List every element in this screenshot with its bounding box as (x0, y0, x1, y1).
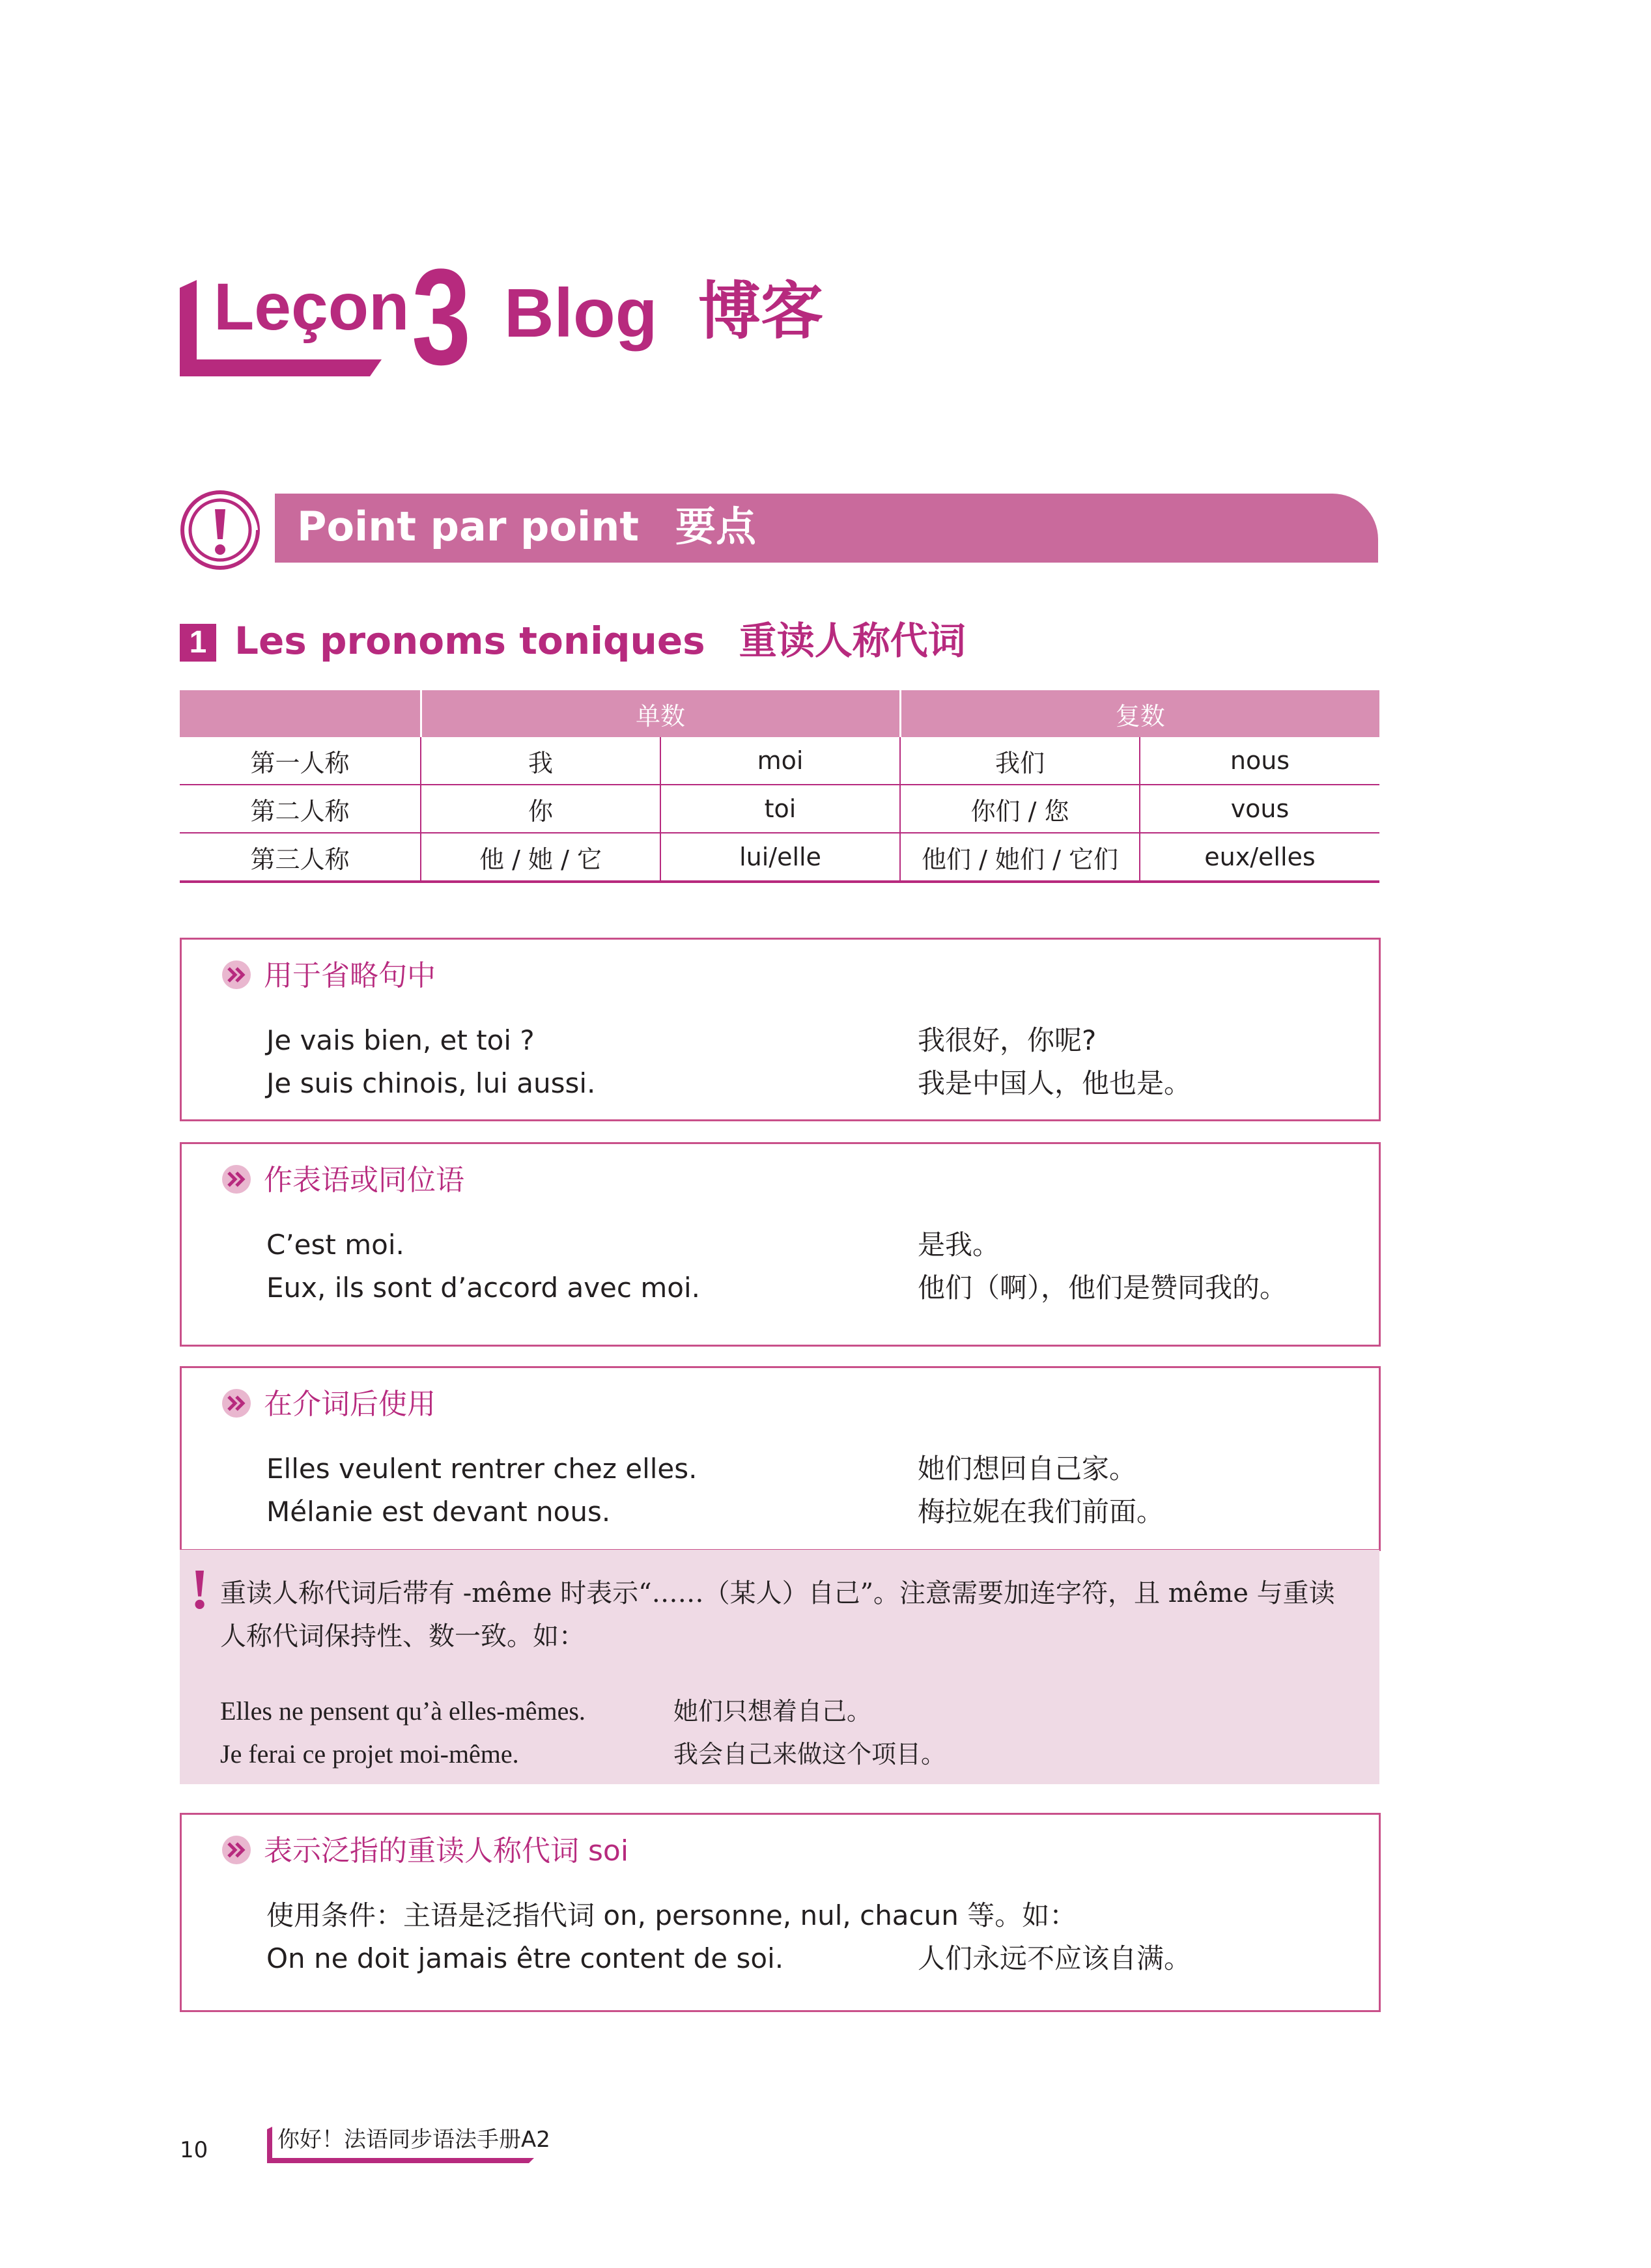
exclamation-icon: ! (190, 1558, 210, 1621)
example-fr: Je vais bien, et toi ? (266, 1024, 535, 1056)
note-example-cn: 我会自己来做这个项目。 (673, 1740, 946, 1769)
example-fr: On ne doit jamais être content de soi. (266, 1942, 784, 1974)
example-cn: 他们（啊），他们是赞同我的。 (918, 1272, 1288, 1304)
box-heading: 用于省略句中 (221, 959, 436, 994)
double-chevron-icon (221, 1164, 252, 1195)
page-number: 10 (180, 2137, 208, 2163)
example-cn: 是我。 (918, 1229, 1000, 1261)
example-cn: 她们想回自己家。 (918, 1453, 1137, 1485)
lesson-label: Leçon (214, 270, 410, 344)
example-fr: C’est moi. (266, 1229, 404, 1261)
table-header-cell: 复数 (900, 690, 1379, 737)
double-chevron-icon (221, 1388, 252, 1419)
table-header-cell (180, 690, 421, 737)
example-fr: Mélanie est devant nous. (266, 1496, 611, 1528)
table-cell: nous (1140, 737, 1379, 785)
box-intro: 使用条件：主语是泛指代词 on, personne, nul, chacun 等。如： (266, 1899, 1077, 1931)
table-cell: 他们 / 她们 / 它们 (900, 833, 1140, 882)
pronoun-table (180, 690, 1379, 883)
lesson-number: 3 (412, 240, 472, 393)
lesson-title-cn: 博客 (698, 275, 823, 348)
double-chevron-icon (221, 959, 252, 990)
example-cn: 我很好，你呢? (918, 1024, 1097, 1056)
note-example-fr: Elles ne pensent qu’à elles-mêmes. (220, 1696, 586, 1726)
usage-box-ellipsis (180, 938, 1381, 1121)
subsection-number: 1 (180, 624, 216, 662)
lesson-title-fr: Blog (504, 275, 658, 352)
table-cell: moi (660, 737, 900, 785)
table-cell: 第二人称 (180, 785, 421, 833)
table-header-cell: 单数 (421, 690, 900, 737)
box-heading: 在介词后使用 (221, 1388, 436, 1422)
example-fr: Eux, ils sont d’accord avec moi. (266, 1272, 700, 1304)
table-cell: 你们 / 您 (900, 785, 1140, 833)
section-title: Point par point 要点 (297, 503, 757, 550)
subsection-title: Les pronoms toniques 重读人称代词 (234, 619, 966, 663)
table-cell: 我 (421, 737, 660, 785)
usage-box-soi (180, 1813, 1381, 2012)
note-example-fr: Je ferai ce projet moi-même. (220, 1739, 519, 1769)
example-cn: 梅拉妮在我们前面。 (918, 1496, 1164, 1528)
example-cn: 我是中国人，他也是。 (918, 1067, 1192, 1099)
table-cell: 你 (421, 785, 660, 833)
example-cn: 人们永远不应该自满。 (918, 1942, 1192, 1974)
note-text: 重读人称代词后带有 -même 时表示“……（某人）自己”。注意需要加连字符，且 même 与重读人称代词保持性、数一致。如： (220, 1578, 1335, 1651)
example-fr: Je suis chinois, lui aussi. (266, 1067, 596, 1099)
table-cell: 第一人称 (180, 737, 421, 785)
note-example-cn: 她们只想着自己。 (673, 1697, 872, 1726)
table-cell: eux/elles (1140, 833, 1379, 882)
exclamation-circle-icon (180, 490, 261, 570)
table-row (180, 737, 1379, 785)
note-box (180, 1550, 1379, 1784)
table-header-row (180, 690, 1379, 737)
table-cell: lui/elle (660, 833, 900, 882)
box-heading: 表示泛指的重读人称代词 soi (221, 1834, 628, 1869)
usage-box-predicate (180, 1142, 1381, 1347)
table-row (180, 833, 1379, 882)
example-fr: Elles veulent rentrer chez elles. (266, 1453, 698, 1485)
book-title: 你好！法语同步语法手册A2 (277, 2127, 550, 2153)
table-cell: toi (660, 785, 900, 833)
box-heading: 作表语或同位语 (221, 1164, 464, 1198)
table-cell: 我们 (900, 737, 1140, 785)
table-cell: 他 / 她 / 它 (421, 833, 660, 882)
table-cell: 第三人称 (180, 833, 421, 882)
table-cell: vous (1140, 785, 1379, 833)
double-chevron-icon (221, 1834, 252, 1866)
usage-box-preposition (180, 1366, 1381, 1551)
table-row (180, 785, 1379, 833)
